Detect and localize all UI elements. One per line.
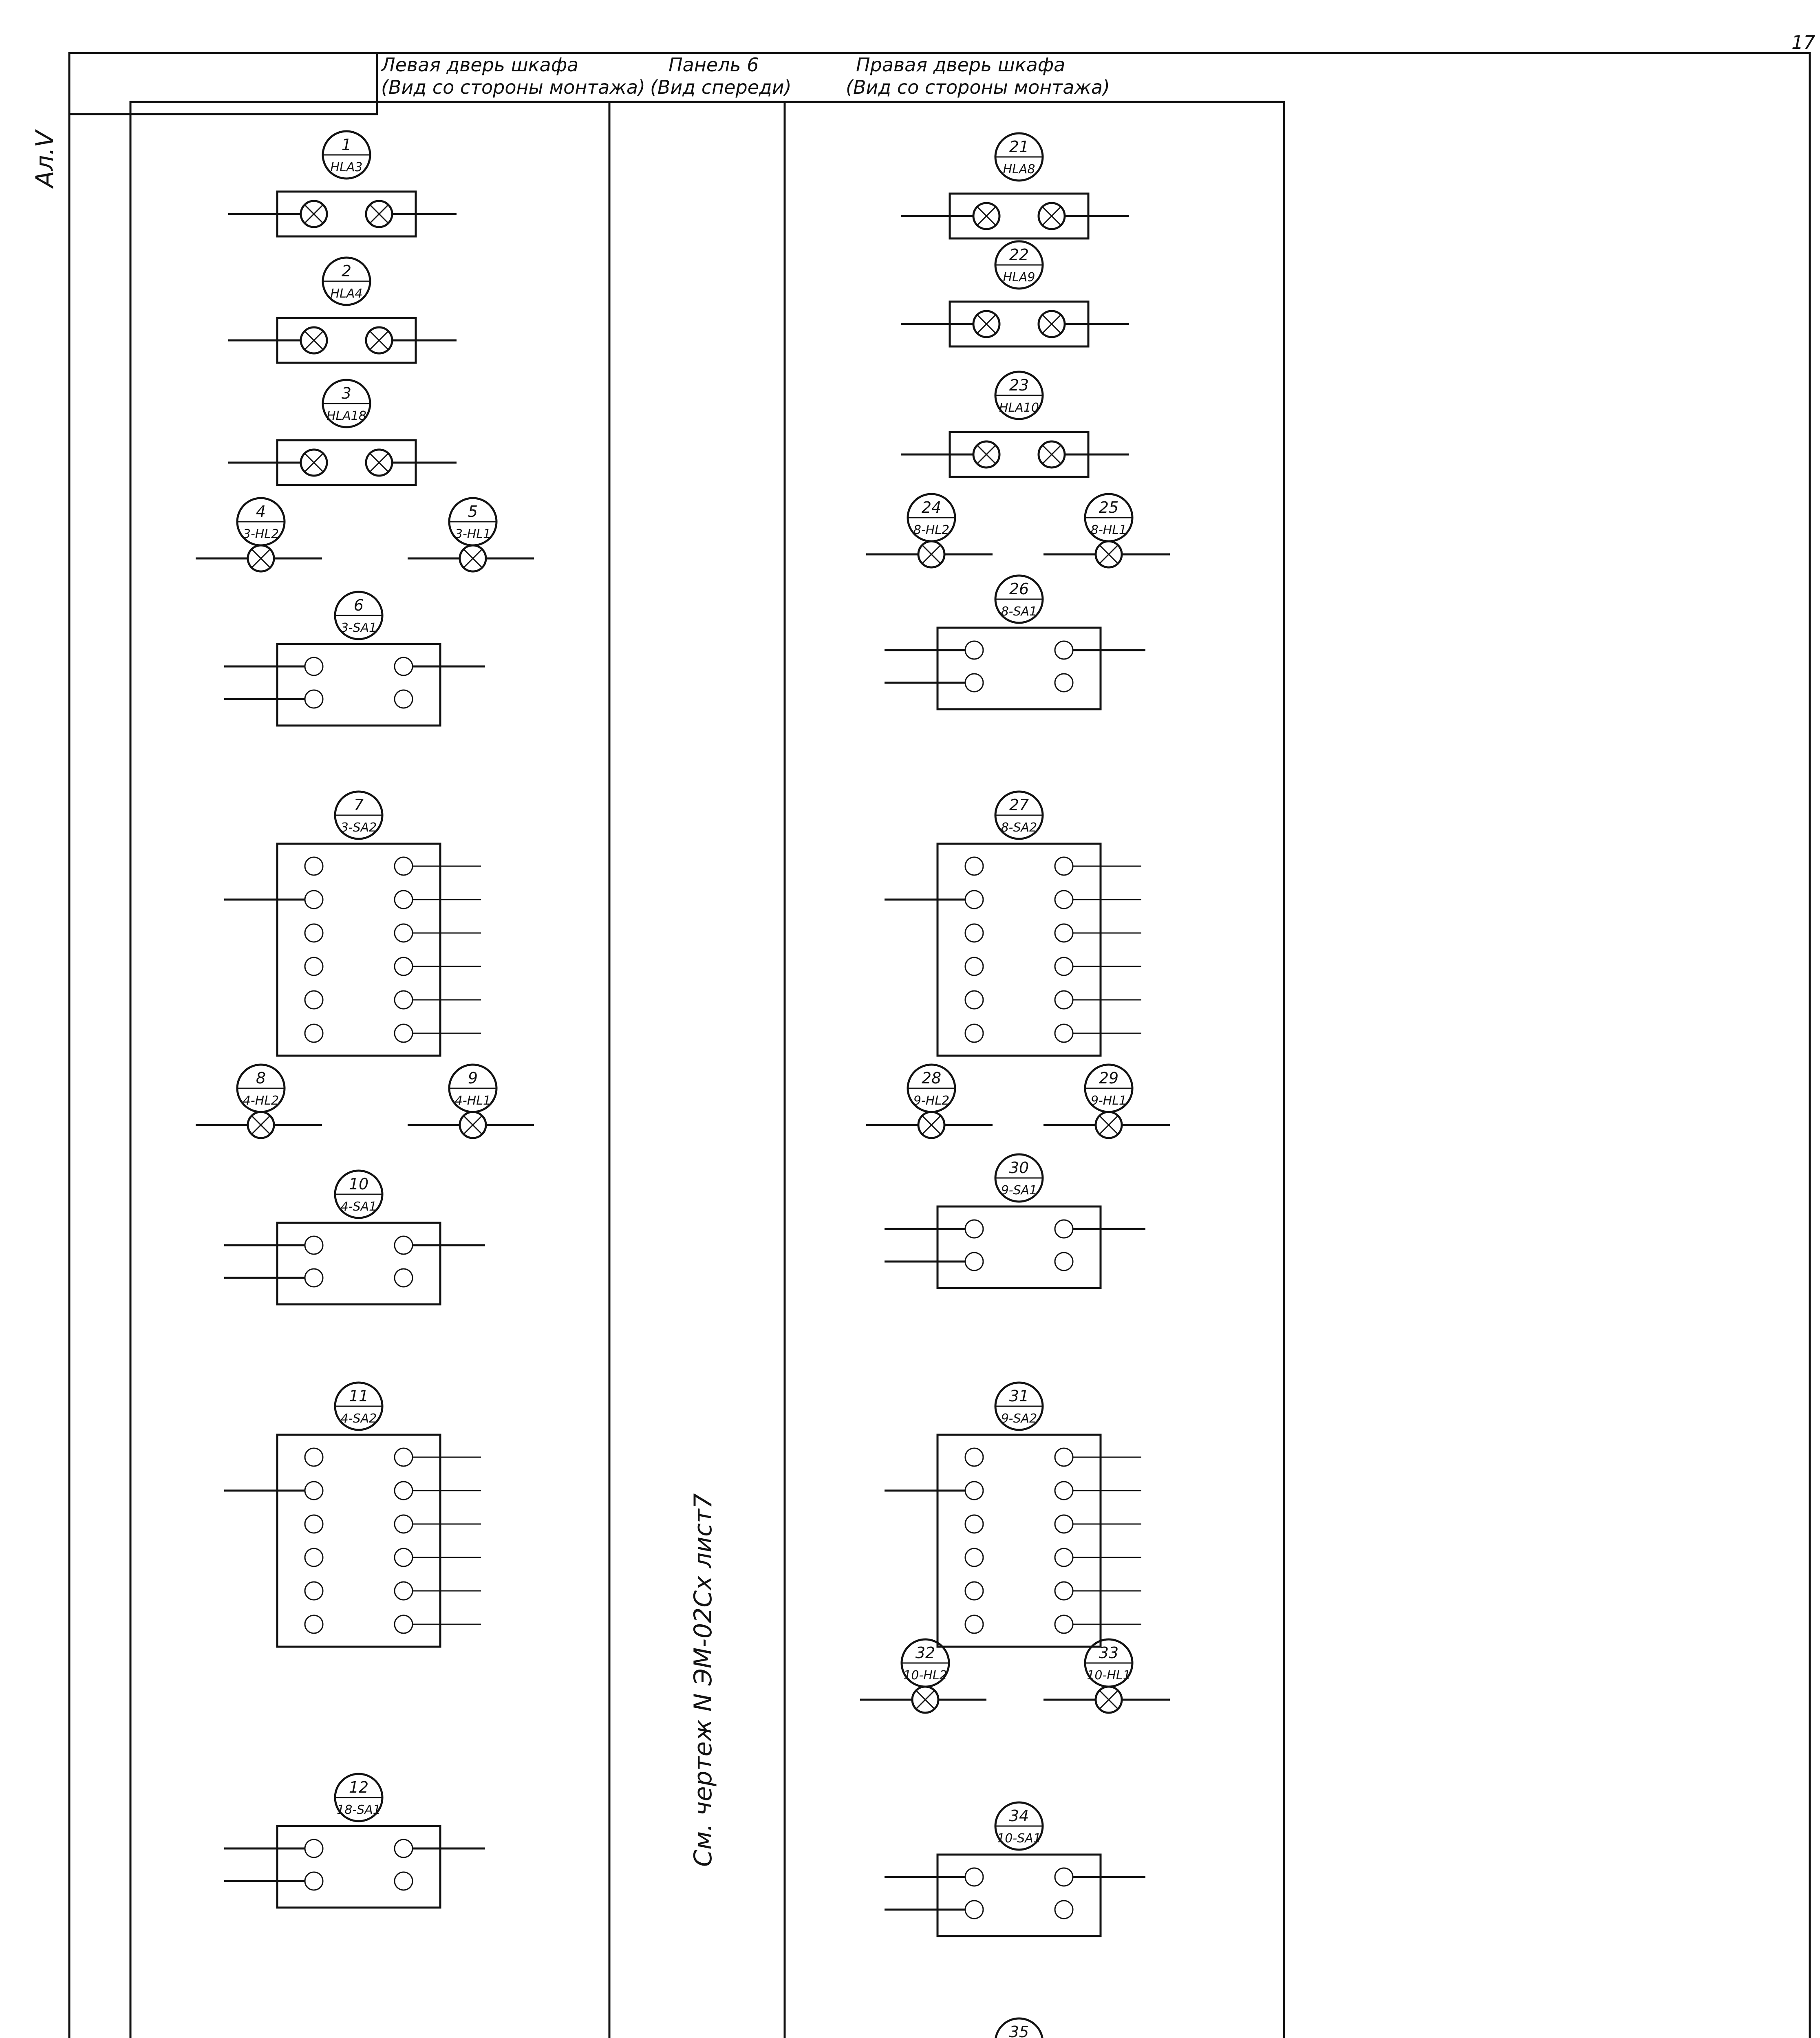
component-number: 32	[915, 1644, 935, 1662]
component-designator: 3-SA2	[340, 820, 377, 835]
component-number: 29	[1099, 1069, 1119, 1087]
component-number: 31	[1009, 1387, 1029, 1405]
component-designator: 8-HL1	[1090, 523, 1127, 537]
center-note: См. чертеж N ЭМ-02Сх лист7	[689, 1493, 717, 1867]
component-designator: 9-HL2	[913, 1094, 950, 1108]
component-number: 30	[1009, 1159, 1029, 1177]
component-9	[408, 1065, 534, 1138]
header-panel-title: Панель 6	[668, 54, 759, 76]
component-designator: 3-SA1	[340, 621, 377, 635]
component-designator: 3-HL2	[243, 527, 279, 541]
header-right-title: Правая дверь шкафа	[856, 54, 1066, 76]
component-number: 22	[1009, 246, 1029, 264]
component-11	[224, 1383, 481, 1647]
component-designator: 9-HL1	[1090, 1094, 1127, 1108]
component-number: 28	[921, 1069, 942, 1087]
component-2	[228, 258, 457, 363]
component-3	[228, 380, 457, 485]
component-24	[866, 494, 993, 567]
component-28	[866, 1065, 993, 1138]
component-7	[224, 792, 481, 1056]
component-designator: 4-HL1	[454, 1094, 491, 1108]
component-12	[224, 1774, 485, 1908]
component-number: 21	[1009, 138, 1029, 156]
header-tab	[69, 53, 377, 114]
component-number: 3	[341, 384, 352, 402]
component-designator: HLA9	[1003, 270, 1035, 285]
component-number: 34	[1009, 1807, 1029, 1825]
side-mark: Ал.V	[31, 130, 59, 187]
component-designator: HLA3	[330, 160, 363, 174]
component-number: 5	[468, 503, 478, 521]
component-designator: 18-SA1	[337, 1803, 381, 1817]
component-27	[885, 792, 1141, 1056]
component-number: 2	[341, 262, 352, 280]
component-21	[901, 133, 1129, 238]
component-designator: HLA4	[330, 287, 363, 301]
component-designator: 8-SA2	[1001, 820, 1037, 835]
component-number: 1	[341, 136, 352, 154]
component-25	[1043, 494, 1170, 567]
component-designator: HLA18	[326, 409, 366, 423]
component-number: 12	[349, 1778, 369, 1796]
component-number: 11	[349, 1387, 369, 1405]
component-8	[196, 1065, 322, 1138]
page-number: 17	[1791, 31, 1816, 53]
component-29	[1043, 1065, 1170, 1138]
component-26	[885, 576, 1145, 709]
component-number: 10	[349, 1175, 369, 1193]
component-designator: 8-SA1	[1001, 604, 1037, 619]
component-10	[224, 1171, 485, 1304]
component-designator: 4-HL2	[243, 1094, 279, 1108]
header-left-title: Левая дверь шкафа	[381, 54, 579, 76]
header-panel-sub: (Вид спереди)	[650, 76, 792, 98]
component-number: 24	[921, 498, 942, 516]
component-designator: HLA10	[999, 401, 1039, 415]
component-number: 7	[353, 796, 364, 814]
component-number: 23	[1009, 376, 1029, 394]
component-number: 8	[256, 1069, 266, 1087]
component-designator: 8-HL2	[913, 523, 950, 537]
component-designator: 4-SA2	[340, 1412, 377, 1426]
component-designator: 9-SA2	[1001, 1412, 1037, 1426]
header-left-sub: (Вид со стороны монтажа)	[381, 76, 645, 98]
component-designator: 9-SA1	[1001, 1183, 1037, 1198]
component-number: 4	[256, 503, 266, 521]
component-33	[1043, 1639, 1170, 1713]
component-number: 33	[1099, 1644, 1119, 1662]
component-6	[224, 592, 485, 726]
component-designator: HLA8	[1003, 162, 1035, 176]
component-number: 6	[353, 596, 364, 614]
component-number: 9	[468, 1069, 478, 1087]
component-designator: 10-HL2	[903, 1668, 947, 1683]
component-23	[901, 372, 1129, 477]
component-number: 35	[1009, 2023, 1029, 2038]
component-5	[408, 498, 534, 571]
header-right-sub: (Вид со стороны монтажа)	[846, 76, 1110, 98]
component-designator: 10-SA1	[997, 1831, 1041, 1846]
component-34	[885, 1802, 1145, 1936]
component-31	[885, 1383, 1141, 1647]
component-designator: 10-HL1	[1087, 1668, 1131, 1683]
component-4	[196, 498, 322, 571]
component-30	[885, 1154, 1145, 1288]
component-32	[860, 1639, 986, 1713]
sheet-frame	[69, 53, 1810, 2038]
component-22	[901, 241, 1129, 346]
component-layer	[196, 131, 1170, 2038]
component-designator: 3-HL1	[454, 527, 491, 541]
component-1	[228, 131, 457, 236]
component-number: 26	[1009, 580, 1029, 598]
component-number: 27	[1009, 796, 1029, 814]
component-number: 25	[1099, 498, 1119, 516]
component-35	[885, 2018, 1141, 2038]
component-designator: 4-SA1	[340, 1200, 377, 1214]
